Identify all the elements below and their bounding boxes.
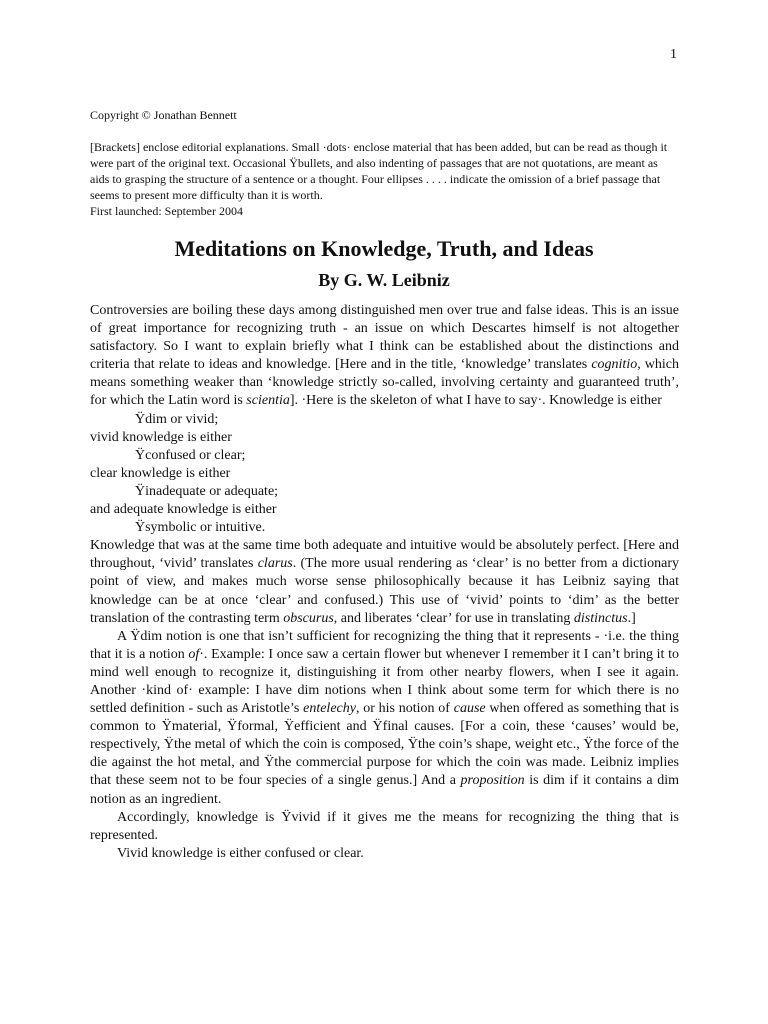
intro-text-2: , which means something weaker than ‘knowledge strictly so-called, involving certainty and guaranteed truth’, for which the Latin word is (90, 357, 679, 409)
perfect-knowledge-paragraph (90, 537, 679, 627)
list-item: Ÿconfused or clear; (135, 447, 246, 463)
perfect-text-3: , and liberates ‘clear’ for use in translating (333, 610, 574, 626)
list-item: Ÿsymbolic or intuitive. (135, 520, 266, 536)
accordingly-paragraph: Accordingly, knowledge is Ÿvivid if it gives me the means for recognizing the thing that is represented. (90, 809, 679, 843)
dim-of: of (188, 646, 200, 662)
intro-text-3: ]. ·Here is the skeleton of what I have to say·. Knowledge is either (289, 393, 662, 409)
copyright-line: Copyright © Jonathan Bennett (90, 108, 237, 122)
intro-scientia: scientia (246, 393, 290, 409)
intro-text-1: Controversies are boiling these days among distinguished men over true and false ideas. This is an issue of great importance for recognizing truth - an issue on which Descartes himself is not altogether satisfactory. So I want to explain briefly what I think can be established about the distinctions and criteria that relate to ideas and knowledge. [Here and in the title, ‘knowledge’ translates (90, 303, 679, 373)
list-item: Ÿinadequate or adequate; (135, 483, 279, 499)
list-item: vivid knowledge is either (90, 429, 232, 445)
editorial-note: [Brackets] enclose editorial explanations. Small ·dots· enclose material that has been added, but can be read as though it were part of the original text. Occasional Ÿbullets, and also indenting of passages that are not quotations, are meant as aids to grasping the structure of a sentence or a thought. Four ellipses . . . . indicate the omission of a brief passage that seems to present more difficulty than it is worth. (90, 140, 668, 202)
perfect-obscurus: obscurus (283, 610, 334, 626)
perfect-clarus: clarus (257, 556, 293, 572)
vivid-split-paragraph: Vivid knowledge is either confused or clear. (117, 845, 364, 861)
document-author: By G. W. Leibniz (318, 270, 450, 290)
perfect-text-1: Knowledge that was at the same time both adequate and intuitive would be absolutely perfect. [Here and throughout, ‘vivid’ translates (90, 538, 679, 572)
dim-text-2: ·. Example: I once saw a certain flower but whenever I remember it I can’t bring it to mind well enough to recognize it, distinguishing it from other nearby flowers, when I see it again. Another ·kind of· example: I have dim notions when I think about some term for which there is no settled definition - such as Aristotle’s (90, 646, 679, 717)
document-title: Meditations on Knowledge, Truth, and Ideas (174, 236, 594, 261)
dim-text-5: is dim if it contains a dim notion as an ingredient. (90, 773, 679, 807)
intro-cognitio: cognitio (591, 357, 638, 373)
body-text (90, 302, 679, 863)
perfect-text-4: .] (627, 610, 636, 626)
perfect-text-2: . (The more usual rendering as ‘clear’ is no better from a dictionary point of view, and makes much worse sense philosophically because it has Leibniz saying that knowledge can be at once ‘clear’ and confused.) This use of ‘vivid’ points to ‘dim’ as the better translation of the contrasting term (90, 556, 679, 626)
dim-entelechy: entelechy (303, 701, 356, 717)
front-matter (90, 107, 678, 219)
dim-text-4: when offered as something that is common to Ÿmaterial, Ÿformal, Ÿefficient and Ÿfinal causes. [For a coin, these ‘causes’ would be, respectively, Ÿthe metal of which the coin is composed, Ÿthe coin’s shape, weight etc., Ÿthe force of the die against the hot metal, and Ÿthe commercial purpose for which the coin was made. Leibniz implies that these seem not to be four species of a single genus.] And a (90, 701, 680, 789)
first-launched-line: First launched: September 2004 (90, 204, 243, 218)
list-item: Ÿdim or vivid; (135, 411, 219, 427)
dim-notion-paragraph (90, 628, 679, 809)
perfect-distinctus: distinctus (573, 610, 628, 626)
dim-cause: cause (453, 701, 486, 717)
list-item: and adequate knowledge is either (90, 502, 277, 518)
dim-text-3: , or his notion of (355, 701, 454, 717)
list-item: clear knowledge is either (90, 465, 231, 481)
dim-text-1: A Ÿdim notion is one that isn’t sufficient for recognizing the thing that it represents - ·i.e. the thing that it is a notion (90, 628, 679, 662)
dim-proposition: proposition (460, 773, 525, 789)
intro-paragraph (90, 302, 679, 411)
page-number: 1 (670, 47, 677, 62)
